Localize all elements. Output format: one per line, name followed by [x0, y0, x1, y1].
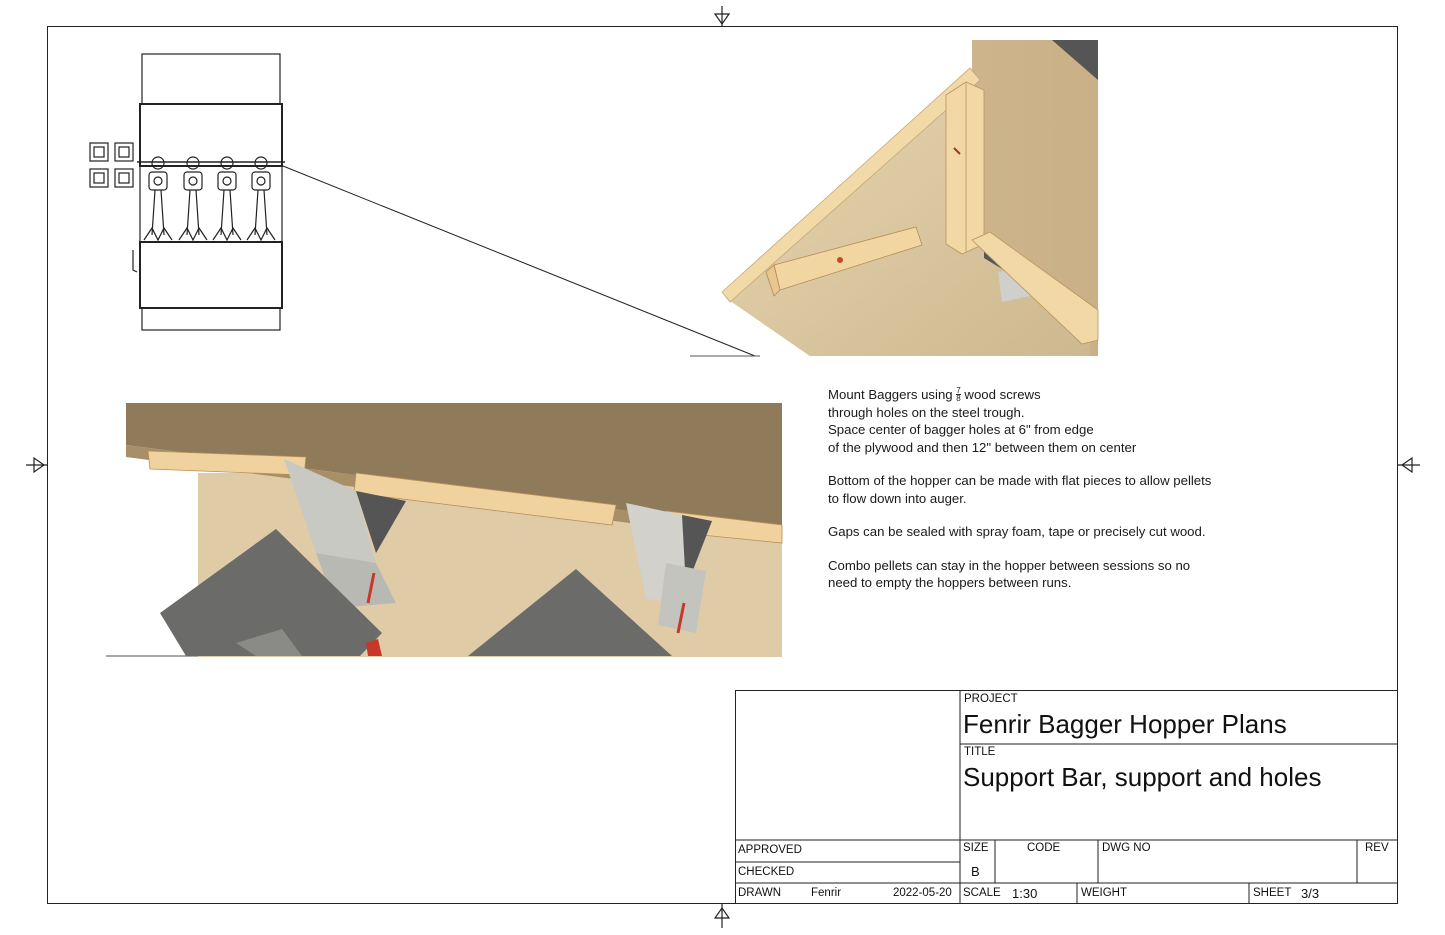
code-label: CODE	[1027, 842, 1061, 854]
assembly-notes	[828, 386, 1368, 608]
scale-value: 1:30	[1012, 886, 1038, 901]
size-label: SIZE	[963, 842, 989, 854]
title-label: TITLE	[964, 746, 996, 758]
project-label: PROJECT	[964, 693, 1018, 705]
note-line: Combo pellets can stay in the hopper between sessions so no	[828, 557, 1191, 573]
drawn-label: DRAWN	[738, 887, 782, 899]
approved-label: APPROVED	[738, 844, 802, 856]
fraction-denominator: 8	[956, 394, 961, 403]
size-value: B	[971, 864, 980, 879]
drawn-by: Fenrir	[811, 887, 842, 899]
drawing-title: Support Bar, support and holes	[963, 762, 1322, 792]
sheet-label: SHEET	[1253, 887, 1292, 899]
detail-render-corner	[690, 40, 1100, 358]
note-mount-pre: Mount Baggers using	[828, 387, 953, 402]
note-line: need to empty the hoppers between runs.	[828, 575, 1072, 590]
title-block	[735, 690, 1398, 904]
note-line: of the plywood and then 12" between them on center	[828, 439, 1137, 455]
note-line: Gaps can be sealed with spray foam, tape or precisely cut wood.	[828, 524, 1206, 539]
drawn-date: 2022-05-20	[893, 887, 952, 899]
weight-label: WEIGHT	[1081, 887, 1127, 899]
project-name: Fenrir Bagger Hopper Plans	[963, 709, 1287, 739]
rev-label: REV	[1365, 842, 1389, 854]
note-line: Space center of bagger holes at 6" from edge	[828, 422, 1094, 437]
detail-render-trough	[106, 403, 784, 659]
fraction-seven-eighths	[956, 387, 960, 402]
dwg-no-label: DWG NO	[1102, 842, 1151, 854]
scale-label: SCALE	[963, 887, 1001, 899]
note-line: to flow down into auger.	[828, 490, 967, 506]
note-line: Bottom of the hopper can be made with flat pieces to allow pellets	[828, 473, 1212, 488]
checked-label: CHECKED	[738, 866, 795, 878]
note-line: through holes on the steel trough.	[828, 404, 1025, 420]
note-mount-post: wood screws	[964, 387, 1041, 402]
sheet-value: 3/3	[1301, 886, 1320, 901]
fraction-numerator: 7	[956, 386, 961, 395]
